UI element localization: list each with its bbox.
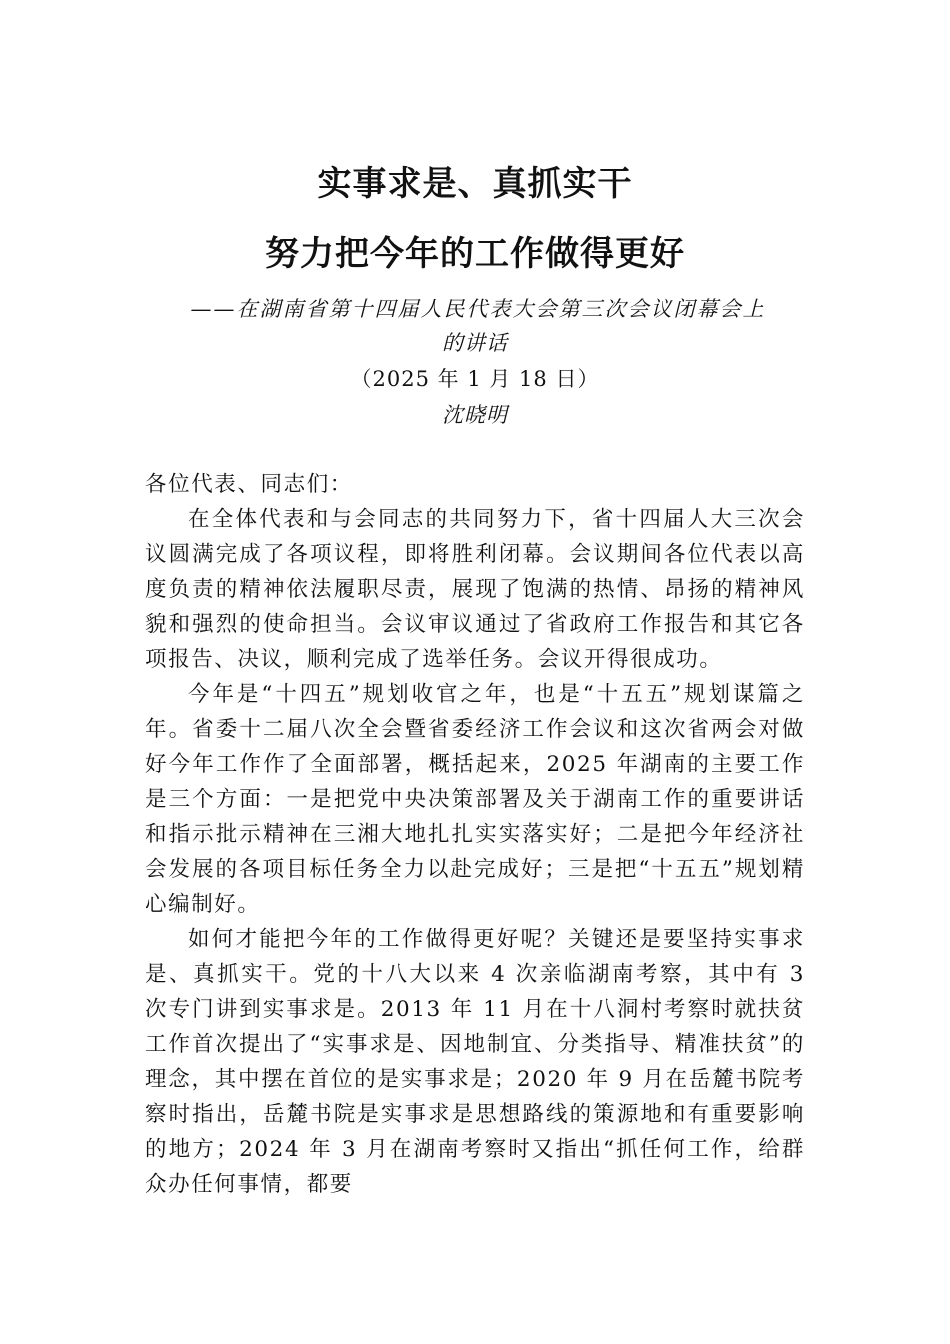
document-subtitle-line-2: 的讲话 bbox=[442, 331, 508, 355]
document-body-salutation bbox=[145, 467, 805, 502]
document-title-line-2: 努力把今年的工作做得更好 bbox=[265, 234, 685, 274]
document-date: （2025 年 1 月 18 日） bbox=[350, 367, 600, 391]
body-paragraph-3: 如何才能把今年的工作做得更好呢？关键还是要坚持实事求是、真抓实干。党的十八大以来 4 次亲临湖南考察，其中有 3 次专门讲到实事求是。2013 年 11 月在十八洞村考察时就扶贫工作首次提出了“实事求是、因地制宜、分类指导、精准扶贫”的理念，其中摆在首位的是实事求是；2020 年 9 月在岳麓书院考察时指出，岳麓书院是实事求是思想路线的策源地和有重要影响的地方；2024 年 3 月在湖南考察时又指出“抓任何工作，给群众办任何事情，都要 bbox=[145, 927, 805, 1197]
document-author: 沈晓明 bbox=[442, 403, 508, 427]
body-paragraph-1: 在全体代表和与会同志的共同努力下，省十四届人大三次会议圆满完成了各项议程，即将胜利闭幕。会议期间各位代表以高度负责的精神依法履职尽责，展现了饱满的热情、昂扬的精神风貌和强烈的使命担当。会议审议通过了省政府工作报告和其它各项报告、决议，顺利完成了选举任务。会议开得很成功。 bbox=[145, 507, 805, 672]
document-title-line-1: 实事求是、真抓实干 bbox=[317, 164, 633, 204]
body-paragraph-2: 今年是“十四五”规划收官之年，也是“十五五”规划谋篇之年。省委十二届八次全会暨省委经济工作会议和这次省两会对做好今年工作作了全面部署，概括起来，2025 年湖南的主要工作是三个方面：一是把党中央决策部署及关于湖南工作的重要讲话和指示批示精神在三湘大地扎扎实实落实好；二是把今年经济社会发展的各项目标任务全力以赴完成好；三是把“十五五”规划精心编制好。 bbox=[145, 682, 805, 917]
document-subtitle-line-1: ——在湖南省第十四届人民代表大会第三次会议闭幕会上 bbox=[190, 297, 766, 321]
salutation-text: 各位代表、同志们： bbox=[145, 472, 353, 497]
document-body bbox=[145, 502, 805, 1202]
